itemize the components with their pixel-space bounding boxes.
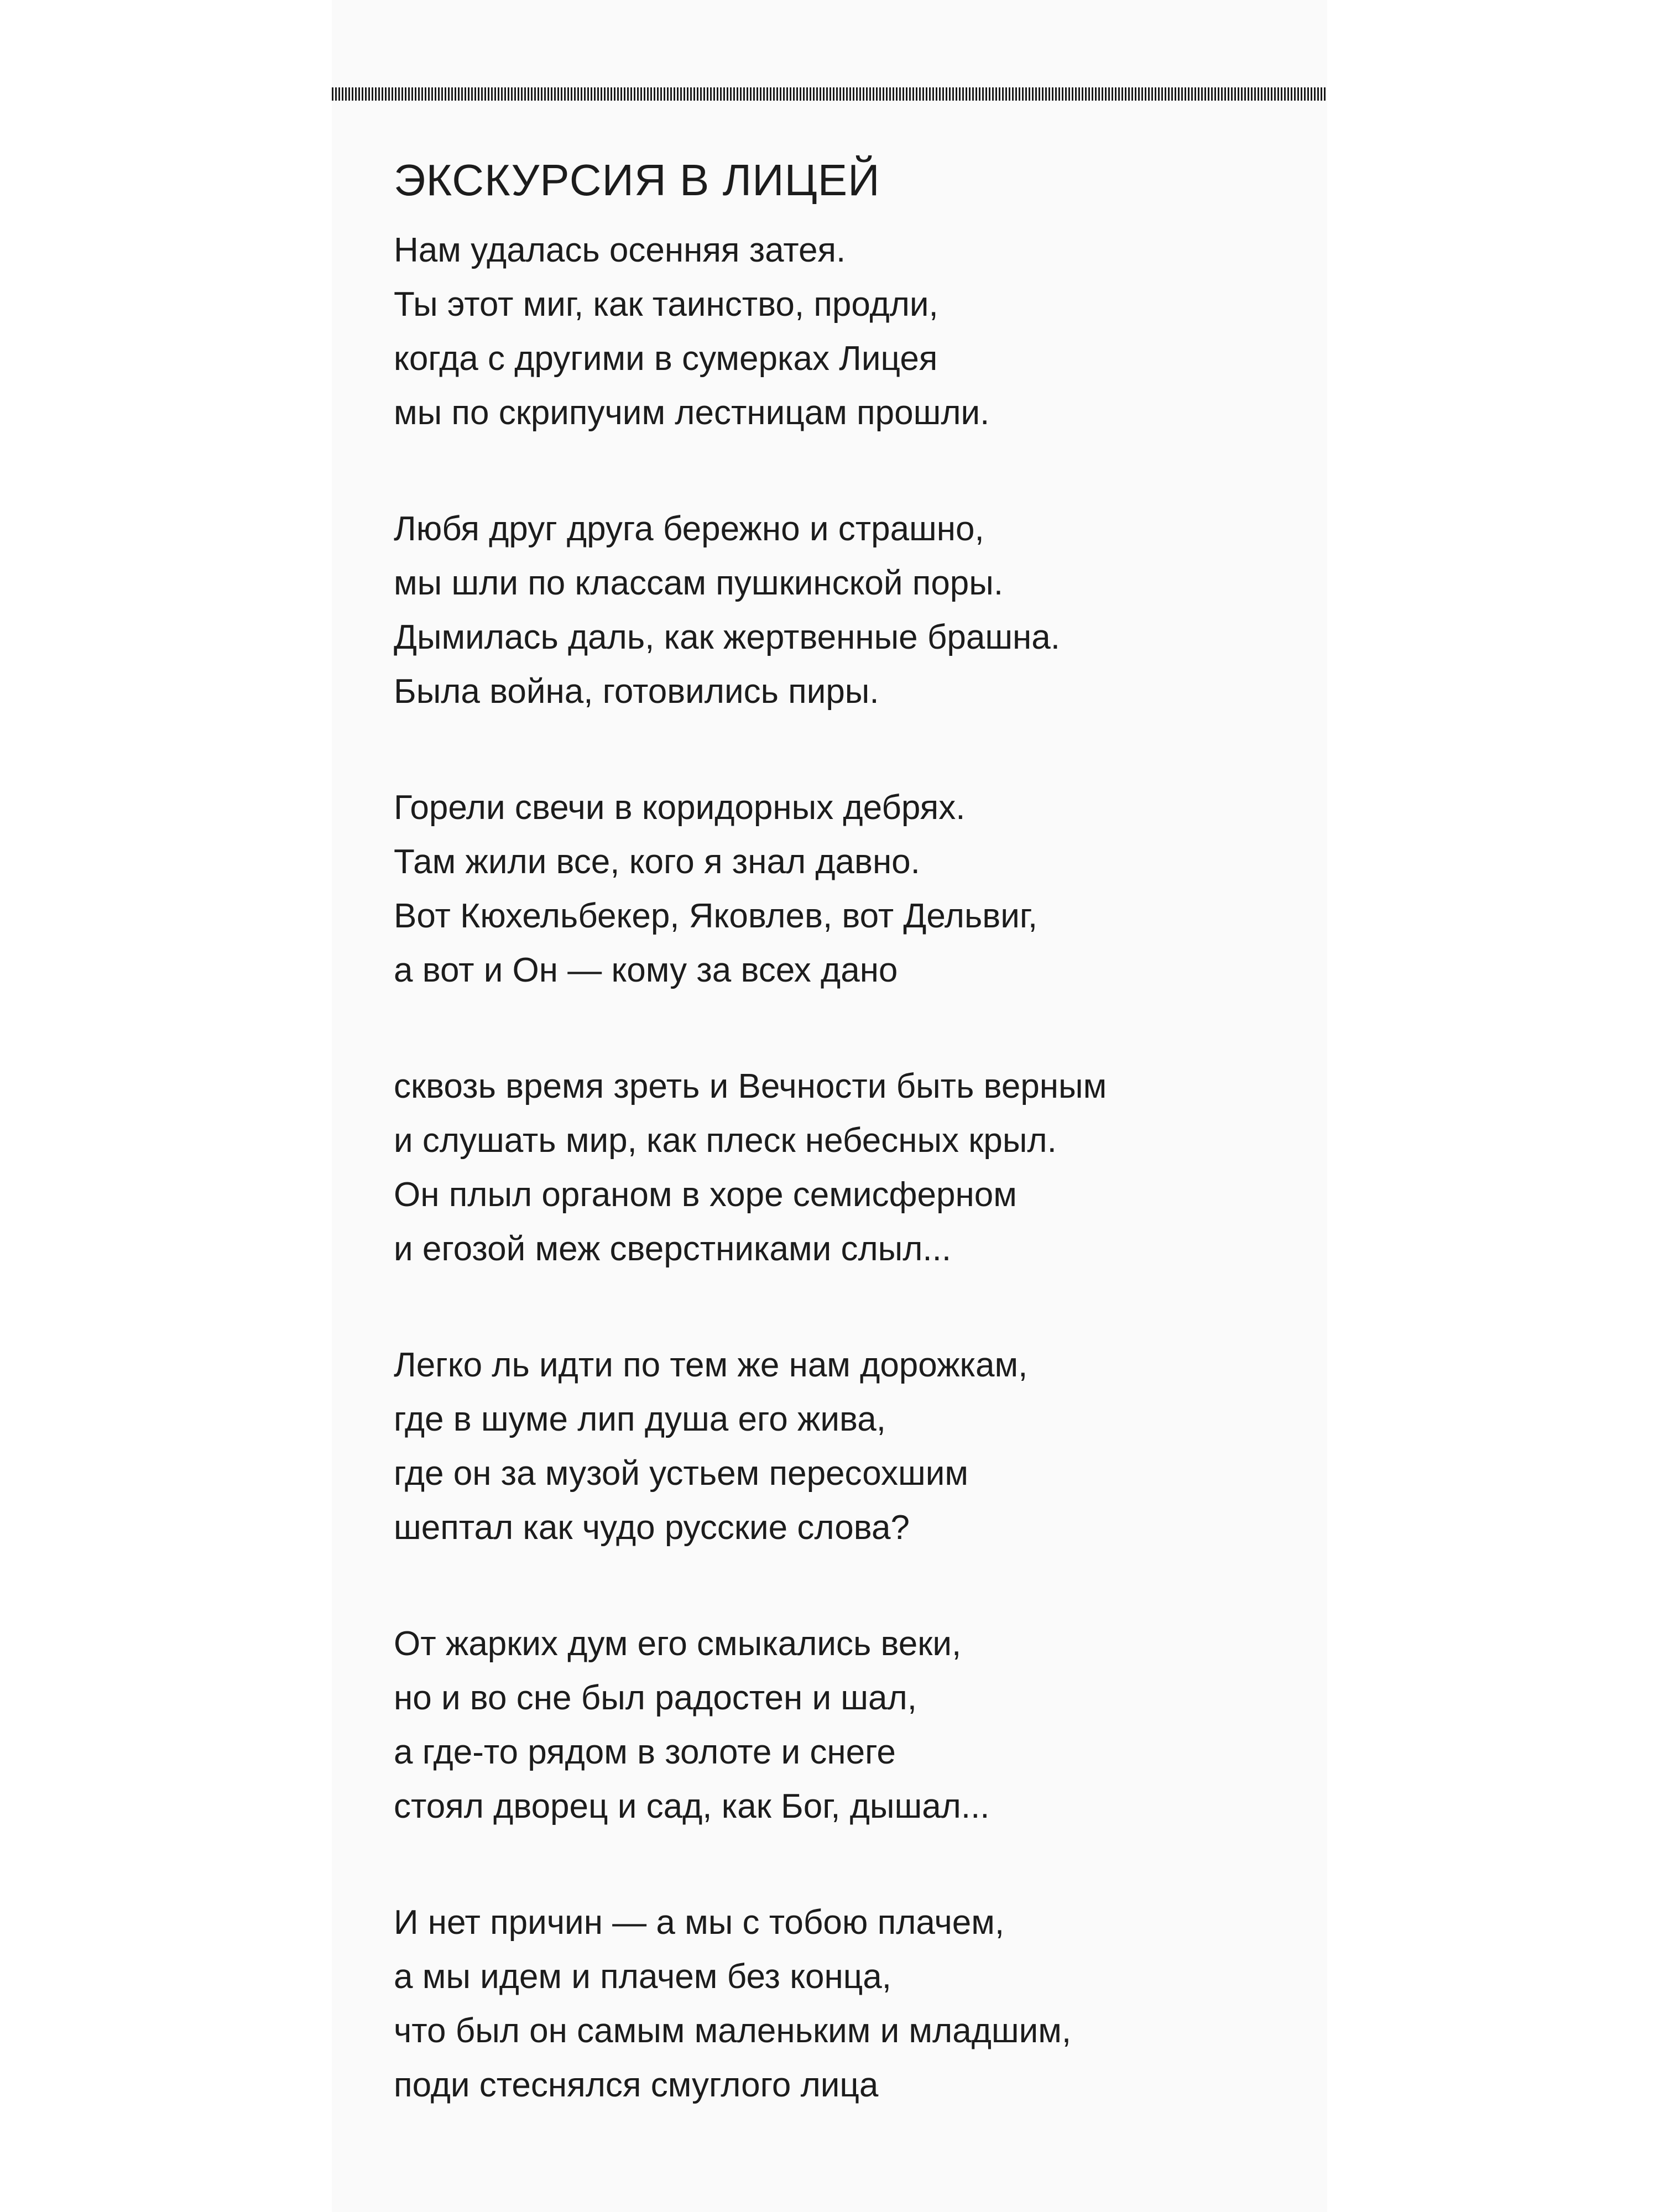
stanza bbox=[394, 223, 1323, 440]
poem-line: где он за музой устьем пересохшим bbox=[394, 1454, 969, 1493]
poem bbox=[394, 154, 1323, 2112]
poem-line: Дымилась даль, как жертвенные брашна. bbox=[394, 618, 1061, 656]
stanza bbox=[394, 1617, 1323, 1834]
poem-line: Любя друг друга бережно и страшно, bbox=[394, 510, 984, 548]
poem-line: Была война, готовились пиры. bbox=[394, 672, 879, 711]
poem-line: И нет причин — а мы с тобою плачем, bbox=[394, 1903, 1005, 1942]
poem-line: Он плыл органом в хоре семисферном bbox=[394, 1176, 1017, 1214]
poem-line: сквозь время зреть и Вечности быть верным bbox=[394, 1067, 1107, 1105]
header-rule bbox=[332, 87, 1327, 101]
poem-line: Ты этот миг, как таинство, продли, bbox=[394, 285, 938, 324]
poem-line: Легко ль идти по тем же нам дорожкам, bbox=[394, 1346, 1028, 1384]
poem-line: Вот Кюхельбекер, Яковлев, вот Дельвиг, bbox=[394, 897, 1038, 935]
poem-line: когда с другими в сумерках Лицея bbox=[394, 340, 938, 378]
stanza bbox=[394, 781, 1323, 998]
poem-line: поди стеснялся смуглого лица bbox=[394, 2066, 879, 2104]
poem-line: От жарких дум его смыкались веки, bbox=[394, 1625, 962, 1663]
stanza bbox=[394, 1338, 1323, 1555]
stanza bbox=[394, 1896, 1323, 2112]
stanza bbox=[394, 502, 1323, 719]
poem-line: мы шли по классам пушкинской поры. bbox=[394, 564, 1004, 602]
poem-line: стоял дворец и сад, как Бог, дышал... bbox=[394, 1787, 990, 1825]
poem-line: Нам удалась осенняя затея. bbox=[394, 231, 846, 269]
poem-line: мы по скрипучим лестницам прошли. bbox=[394, 394, 990, 432]
poem-line: что был он самым маленьким и младшим, bbox=[394, 2012, 1072, 2050]
poem-line: Там жили все, кого я знал давно. bbox=[394, 843, 920, 881]
poem-line: Горели свечи в коридорных дебрях. bbox=[394, 789, 966, 827]
poem-line: а мы идем и плачем без конца, bbox=[394, 1958, 891, 1996]
poem-line: где в шуме лип душа его жива, bbox=[394, 1400, 886, 1438]
poem-line: и слушать мир, как плеск небесных крыл. bbox=[394, 1121, 1057, 1160]
poem-title: ЭКСКУРСИЯ В ЛИЦЕЙ bbox=[394, 155, 880, 205]
poem-line: а где-то рядом в золоте и снеге bbox=[394, 1733, 896, 1771]
poem-line: и егозой меж сверстниками слыл... bbox=[394, 1230, 952, 1268]
stanza bbox=[394, 1060, 1323, 1276]
poem-line: шептал как чудо русские слова? bbox=[394, 1509, 910, 1547]
poem-line: но и во сне был радостен и шал, bbox=[394, 1679, 917, 1717]
poem-line: а вот и Он — кому за всех дано bbox=[394, 951, 898, 989]
